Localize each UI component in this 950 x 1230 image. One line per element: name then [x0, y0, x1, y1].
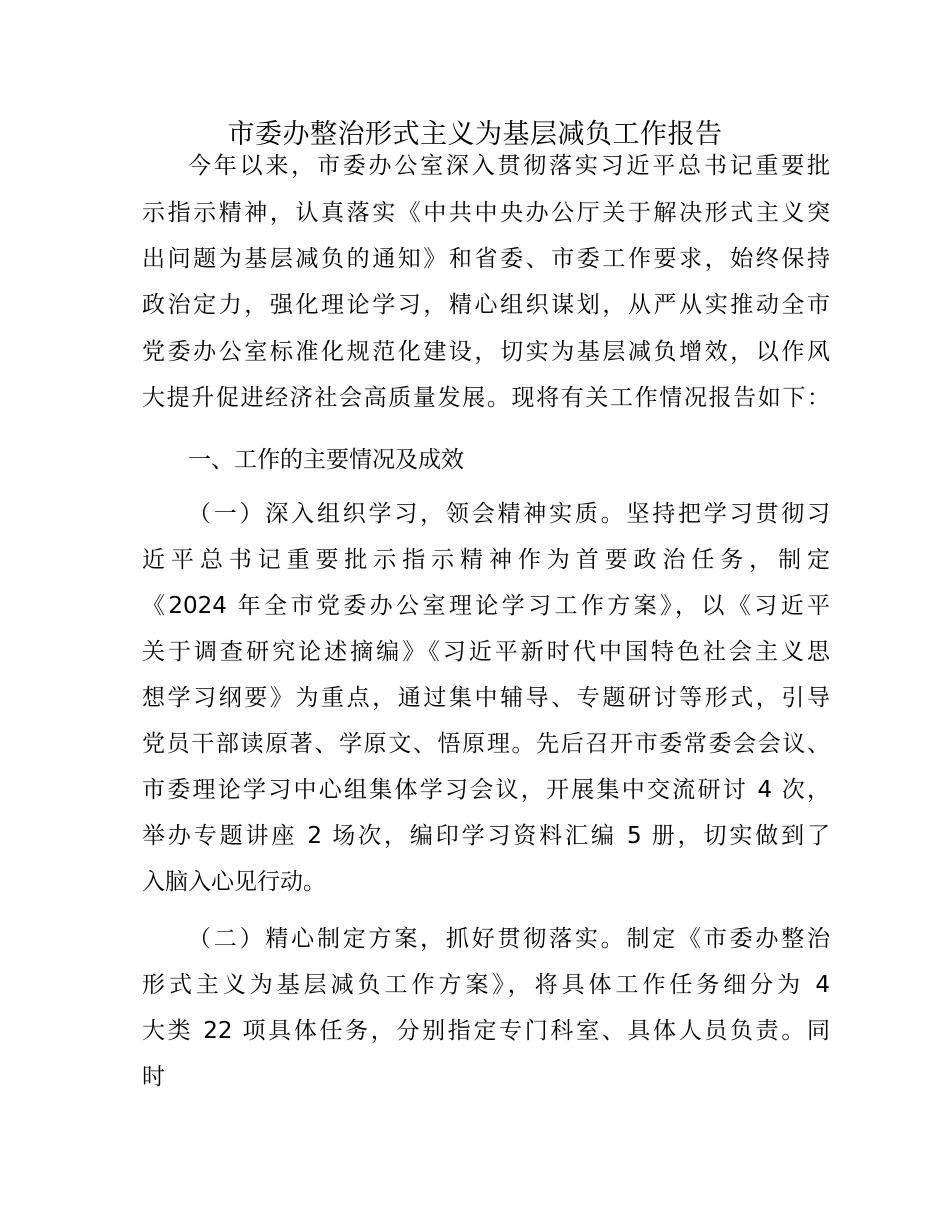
paragraph-line: 党员干部读原著、学原文、悟原理。先后召开市委常委会会议、: [142, 731, 830, 757]
paragraph-line: （一）深入组织学习，领会精神实质。坚持把学习贯彻习: [188, 501, 830, 527]
document-title: 市委办整治形式主义为基层减负工作报告: [227, 119, 723, 150]
paragraph-line: 今年以来，市委办公室深入贯彻落实习近平总书记重要批: [188, 153, 830, 179]
paragraph-line: 时: [142, 1064, 165, 1090]
paragraph-line: 党委办公室标准化规范化建设，切实为基层减负增效，以作风: [142, 339, 830, 365]
paragraph-line: 出问题为基层减负的通知》和省委、市委工作要求，始终保持: [142, 246, 830, 272]
paragraph-line: 市委理论学习中心组集体学习会议，开展集中交流研讨 4 次，: [142, 777, 830, 803]
paragraph-line: 举办专题讲座 2 场次，编印学习资料汇编 5 册，切实做到了: [142, 823, 830, 849]
paragraph-line: 想学习纲要》为重点，通过集中辅导、专题研讨等形式，引导: [142, 685, 830, 711]
section-heading: 一、工作的主要情况及成效: [188, 447, 464, 473]
paragraph-line: （二）精心制定方案，抓好贯彻落实。制定《市委办整治: [188, 926, 830, 952]
paragraph-line: 近平总书记重要批示指示精神作为首要政治任务，制定: [142, 547, 830, 573]
paragraph-line: 入脑入心见行动。: [142, 869, 326, 895]
paragraph-line: 政治定力，强化理论学习，精心组织谋划，从严从实推动全市: [142, 292, 830, 318]
paragraph-line: 示指示精神，认真落实《中共中央办公厅关于解决形式主义突: [142, 200, 830, 226]
paragraph-line: 大提升促进经济社会高质量发展。现将有关工作情况报告如下：: [142, 385, 830, 411]
paragraph-line: 《2024 年全市党委办公室理论学习工作方案》，以《习近平: [142, 593, 830, 619]
paragraph-line: 大类 22 项具体任务，分别指定专门科室、具体人员负责。同: [142, 1018, 830, 1044]
paragraph-line: 形式主义为基层减负工作方案》，将具体工作任务细分为 4: [142, 972, 830, 998]
paragraph-line: 关于调查研究论述摘编》《习近平新时代中国特色社会主义思: [142, 639, 830, 665]
